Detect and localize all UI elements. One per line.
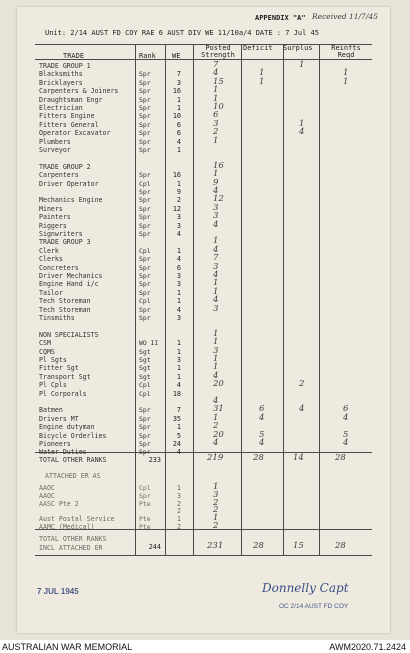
row-we: 3 — [176, 272, 181, 280]
row-posted: 9 — [213, 177, 219, 188]
row-we: 1 — [176, 347, 181, 356]
row-label: Water Duties — [39, 448, 87, 457]
row-surplus: 2 — [299, 379, 305, 390]
row-rank: Sgt — [139, 347, 151, 356]
appendix-label: APPENDIX "A" — [255, 14, 306, 22]
footer-right: AWM2020.71.2424 — [329, 642, 406, 652]
grand-total-line2: INCL ATTACHED ER — [39, 544, 103, 552]
row-we: 3 — [176, 213, 181, 222]
attached-label: Aust Postal Service — [39, 515, 115, 524]
grand-total-we: 244 — [148, 543, 161, 551]
row-label: Miners — [39, 204, 63, 213]
reinfts-column-rule — [319, 44, 320, 555]
row-rank: Spr — [139, 280, 151, 289]
row-label: Carpenters & Joiners — [39, 87, 119, 96]
attached-we: 3 — [176, 491, 181, 500]
row-reinfts: 5 — [343, 429, 349, 440]
row-posted: 4 — [213, 244, 219, 255]
row-rank: Spr — [139, 305, 151, 314]
row-rank: Spr — [139, 423, 151, 432]
row-label: CSM — [39, 339, 51, 348]
row-rank: Spr — [139, 171, 151, 180]
unit-line: Unit: 2/14 AUST FD COY RAE 6 AUST DIV WE 11/10a/4 DATE : 7 Jul 45 — [45, 29, 319, 37]
row-rank: Spr — [139, 314, 151, 322]
header-rule — [35, 59, 372, 60]
row-label: TRADE GROUP 3 — [39, 238, 91, 247]
row-rank: Cpl — [139, 246, 151, 255]
attached-we: 2 — [176, 499, 181, 508]
rank-column-rule — [135, 44, 136, 555]
row-deficit: 5 — [259, 429, 265, 440]
row-posted: 7 — [213, 60, 219, 70]
row-we: 1 — [176, 146, 181, 154]
row-we: 35 — [172, 414, 181, 423]
row-rank: Spr — [139, 146, 151, 154]
attached-posted: 2 — [213, 521, 219, 531]
row-we: 1 — [176, 95, 181, 104]
we-column-rule — [165, 44, 166, 555]
attached-we: 1 — [176, 515, 181, 524]
row-surplus: 1 — [299, 60, 305, 70]
row-rank: Spr — [139, 112, 151, 121]
row-we: 4 — [176, 137, 181, 146]
row-rank: Sgt — [139, 364, 151, 373]
surplus-column-rule — [283, 44, 284, 555]
footer-left: AUSTRALIAN WAR MEMORIAL — [2, 642, 133, 652]
grand-posted: 231 — [207, 541, 224, 551]
row-posted: 4 — [213, 270, 219, 280]
row-rank: Spr — [139, 431, 151, 440]
row-we: 16 — [172, 87, 181, 96]
row-surplus: 4 — [299, 127, 305, 138]
row-rank: Spr — [139, 104, 151, 112]
row-label: Tech Storeman — [39, 305, 91, 314]
archive-footer — [0, 640, 410, 653]
row-posted: 1 — [213, 362, 219, 373]
attached-rank: Pte — [139, 515, 151, 524]
row-posted: 1 — [213, 278, 219, 289]
attached-we: 2 — [176, 507, 181, 516]
row-posted: 1 — [213, 354, 219, 364]
row-rank: WO II — [139, 339, 159, 348]
row-rank: Spr — [139, 414, 151, 423]
attached-posted: 1 — [213, 513, 219, 524]
row-label: Carpenters — [39, 171, 79, 180]
row-posted: 4 — [213, 68, 219, 79]
row-we: 1 — [176, 372, 181, 381]
row-we: 6 — [176, 129, 181, 138]
row-deficit: 4 — [259, 412, 265, 423]
row-posted: 4 — [213, 438, 219, 448]
row-reinfts: 6 — [343, 404, 349, 415]
row-label: Signwriters — [39, 230, 83, 238]
attached-label: AAOC — [39, 484, 55, 492]
row-posted: 1 — [213, 135, 219, 146]
row-label: Clerks — [39, 255, 63, 264]
row-we: 4 — [176, 448, 181, 457]
row-posted: 1 — [213, 412, 219, 423]
row-posted: 4 — [213, 396, 219, 406]
row-posted: 3 — [213, 202, 219, 213]
row-rank: Spr — [139, 78, 151, 87]
row-posted: 3 — [213, 345, 219, 356]
row-label: Concreters — [39, 263, 79, 272]
total-label: TOTAL OTHER RANKS — [39, 456, 107, 464]
row-posted: 3 — [213, 118, 219, 129]
row-label: Pl Corporals — [39, 389, 87, 398]
attached-posted: 2 — [213, 505, 219, 516]
row-we: 1 — [176, 364, 181, 373]
total-reinfts: 28 — [335, 453, 346, 463]
header-deficit: Deficit — [243, 44, 273, 52]
row-posted: 12 — [213, 194, 224, 205]
row-posted: 4 — [213, 370, 219, 381]
row-rank: Spr — [139, 95, 151, 104]
attached-posted: 3 — [213, 489, 219, 500]
attached-label: AAMC (Medical) — [39, 523, 95, 531]
row-we: 1 — [176, 297, 181, 306]
row-we: 2 — [176, 196, 181, 205]
row-label: Driver Operator — [39, 179, 99, 188]
row-rank: Spr — [139, 263, 151, 272]
row-label: Plumbers — [39, 137, 71, 146]
row-label: TRADE GROUP 2 — [39, 162, 91, 171]
row-rank: Sgt — [139, 372, 151, 381]
row-label: Painters — [39, 213, 71, 222]
attached-posted: 1 — [213, 482, 219, 492]
attached-label: AASC Pte 2 — [39, 499, 79, 508]
corner-note: Received 11/7/45 — [312, 12, 378, 21]
row-we: 1 — [176, 104, 181, 112]
row-label: Fitter Sgt — [39, 364, 79, 373]
row-we: 1 — [176, 423, 181, 432]
attached-rank: Pte — [139, 523, 151, 531]
row-we: 9 — [176, 188, 181, 196]
row-reinfts: 1 — [343, 68, 349, 79]
row-posted: 20 — [213, 379, 224, 390]
row-rank: Spr — [139, 406, 151, 415]
header-posted: Posted Strength — [201, 44, 235, 59]
row-posted: 3 — [213, 211, 219, 222]
row-posted: 20 — [213, 429, 224, 440]
row-label: Tinsmiths — [39, 314, 75, 322]
row-we: 7 — [176, 70, 181, 79]
row-posted: 7 — [213, 253, 219, 264]
row-label: Batmen — [39, 406, 63, 415]
row-posted: 1 — [213, 328, 219, 339]
row-rank: Cpl — [139, 381, 151, 390]
attached-header: ATTACHED ER AS — [45, 472, 101, 480]
row-label: Surveyor — [39, 146, 71, 154]
row-label: CQMS — [39, 347, 55, 356]
row-deficit: 6 — [259, 404, 265, 415]
row-we: 3 — [176, 221, 181, 230]
row-rank: Spr — [139, 196, 151, 205]
row-we: 18 — [172, 389, 181, 398]
row-label: Tech Storeman — [39, 297, 91, 306]
attached-label: AAOC — [39, 491, 55, 500]
attached-we: 2 — [176, 523, 181, 531]
row-posted: 15 — [213, 76, 224, 87]
row-we: 5 — [176, 431, 181, 440]
row-rank: Spr — [139, 129, 151, 138]
row-we: 1 — [176, 288, 181, 297]
deficit-column-rule — [241, 44, 242, 555]
row-label: Pl Cpls — [39, 381, 67, 390]
row-deficit: 1 — [259, 68, 265, 79]
row-label: Transport Sgt — [39, 372, 91, 381]
total-deficit: 28 — [253, 453, 264, 463]
row-label: Mechanics Engine — [39, 196, 103, 205]
attached-rank: Pte — [139, 499, 151, 508]
grand-reinfts: 28 — [335, 541, 346, 551]
grand-total-line1: TOTAL OTHER RANKS — [39, 535, 107, 543]
row-rank: Spr — [139, 448, 151, 457]
row-we: 3 — [176, 78, 181, 87]
row-rank: Spr — [139, 272, 151, 280]
row-we: 1 — [176, 339, 181, 348]
row-posted: 2 — [213, 127, 219, 138]
row-label: Engine dutyman — [39, 423, 95, 432]
row-label: Engine Hand i/c — [39, 280, 99, 289]
row-we: 4 — [176, 255, 181, 264]
row-label: Clerk — [39, 246, 59, 255]
row-we: 7 — [176, 406, 181, 415]
row-we: 3 — [176, 280, 181, 289]
row-we: 6 — [176, 120, 181, 129]
attached-rank: Spr — [139, 491, 151, 500]
row-deficit: 4 — [259, 438, 265, 448]
row-label: Bricklayers — [39, 78, 83, 87]
row-label: Fitters General — [39, 120, 99, 129]
row-label: Pioneers — [39, 440, 71, 448]
row-rank: Spr — [139, 87, 151, 96]
document-sheet — [17, 7, 390, 633]
attached-we: 1 — [176, 484, 181, 492]
total-posted: 219 — [207, 453, 224, 463]
row-posted: 4 — [213, 219, 219, 230]
row-rank: Sgt — [139, 356, 151, 364]
row-label: Drivers MT — [39, 414, 79, 423]
row-we: 24 — [172, 440, 181, 448]
row-we: 3 — [176, 314, 181, 322]
row-posted: 1 — [213, 286, 219, 297]
row-we: 4 — [176, 381, 181, 390]
row-we: 6 — [176, 263, 181, 272]
row-rank: Spr — [139, 120, 151, 129]
row-rank: Spr — [139, 440, 151, 448]
signature-title: OC 2/14 AUST FD COY — [279, 603, 349, 610]
row-rank: Cpl — [139, 297, 151, 306]
total-surplus: 14 — [293, 453, 304, 463]
row-label: TRADE GROUP 1 — [39, 62, 91, 70]
row-rank: Spr — [139, 204, 151, 213]
row-reinfts: 4 — [343, 412, 349, 423]
header-trade: TRADE — [63, 52, 85, 60]
posted-column-rule — [193, 44, 194, 555]
total-we: 233 — [148, 456, 161, 464]
row-label: Driver Mechanics — [39, 272, 103, 280]
row-we: 1 — [176, 246, 181, 255]
row-posted: 3 — [213, 303, 219, 314]
attached-rank: Cpl — [139, 484, 151, 492]
row-label: Fitters Engine — [39, 112, 95, 121]
row-label: Riggers — [39, 221, 67, 230]
row-posted: 1 — [213, 85, 219, 96]
row-posted: 1 — [213, 169, 219, 180]
row-posted: 1 — [213, 93, 219, 104]
row-label: Draughtsman Engr — [39, 95, 103, 104]
row-posted: 16 — [213, 160, 224, 171]
row-posted: 31 — [213, 404, 224, 415]
row-posted: 1 — [213, 236, 219, 247]
row-label: Bicycle Orderlies — [39, 431, 107, 440]
row-rank: Spr — [139, 230, 151, 238]
date-stamp: 7 JUL 1945 — [37, 587, 79, 596]
row-deficit: 1 — [259, 76, 265, 87]
row-rank: Cpl — [139, 179, 151, 188]
row-rank: Spr — [139, 70, 151, 79]
row-we: 3 — [176, 356, 181, 364]
row-rank: Cpl — [139, 389, 151, 398]
header-rank: Rank — [139, 52, 156, 60]
row-posted: 4 — [213, 295, 219, 306]
row-surplus: 1 — [299, 118, 305, 129]
row-label: Pl Sgts — [39, 356, 67, 364]
row-posted: 3 — [213, 261, 219, 272]
header-surplus: Surplus — [283, 44, 313, 52]
row-label: Tailor — [39, 288, 63, 297]
row-label: Operator Excavator — [39, 129, 111, 138]
table-bottom-rule — [35, 555, 372, 556]
grand-surplus: 15 — [293, 541, 304, 551]
row-rank: Spr — [139, 255, 151, 264]
row-rank: Spr — [139, 288, 151, 297]
header-we: WE — [172, 52, 181, 60]
row-reinfts: 1 — [343, 76, 349, 87]
row-surplus: 4 — [299, 404, 305, 415]
row-posted: 6 — [213, 110, 219, 121]
row-label: NON SPECIALISTS — [39, 330, 99, 339]
row-rank: Spr — [139, 221, 151, 230]
row-we: 1 — [176, 179, 181, 188]
signature: Donnelly Capt — [262, 581, 349, 595]
row-posted: 4 — [213, 186, 219, 196]
row-we: 16 — [172, 171, 181, 180]
row-rank: Spr — [139, 188, 151, 196]
row-rank: Spr — [139, 137, 151, 146]
row-posted: 1 — [213, 337, 219, 348]
row-we: 4 — [176, 230, 181, 238]
row-we: 10 — [172, 112, 181, 121]
row-label: Electrician — [39, 104, 83, 112]
header-reinfts: Reinfts Reqd — [331, 44, 361, 59]
attached-posted: 2 — [213, 497, 219, 508]
grand-deficit: 28 — [253, 541, 264, 551]
row-posted: 2 — [213, 421, 219, 432]
row-posted: 10 — [213, 102, 224, 112]
row-rank: Spr — [139, 213, 151, 222]
row-we: 12 — [172, 204, 181, 213]
row-we: 4 — [176, 305, 181, 314]
row-reinfts: 4 — [343, 438, 349, 448]
row-label: Blacksmiths — [39, 70, 83, 79]
